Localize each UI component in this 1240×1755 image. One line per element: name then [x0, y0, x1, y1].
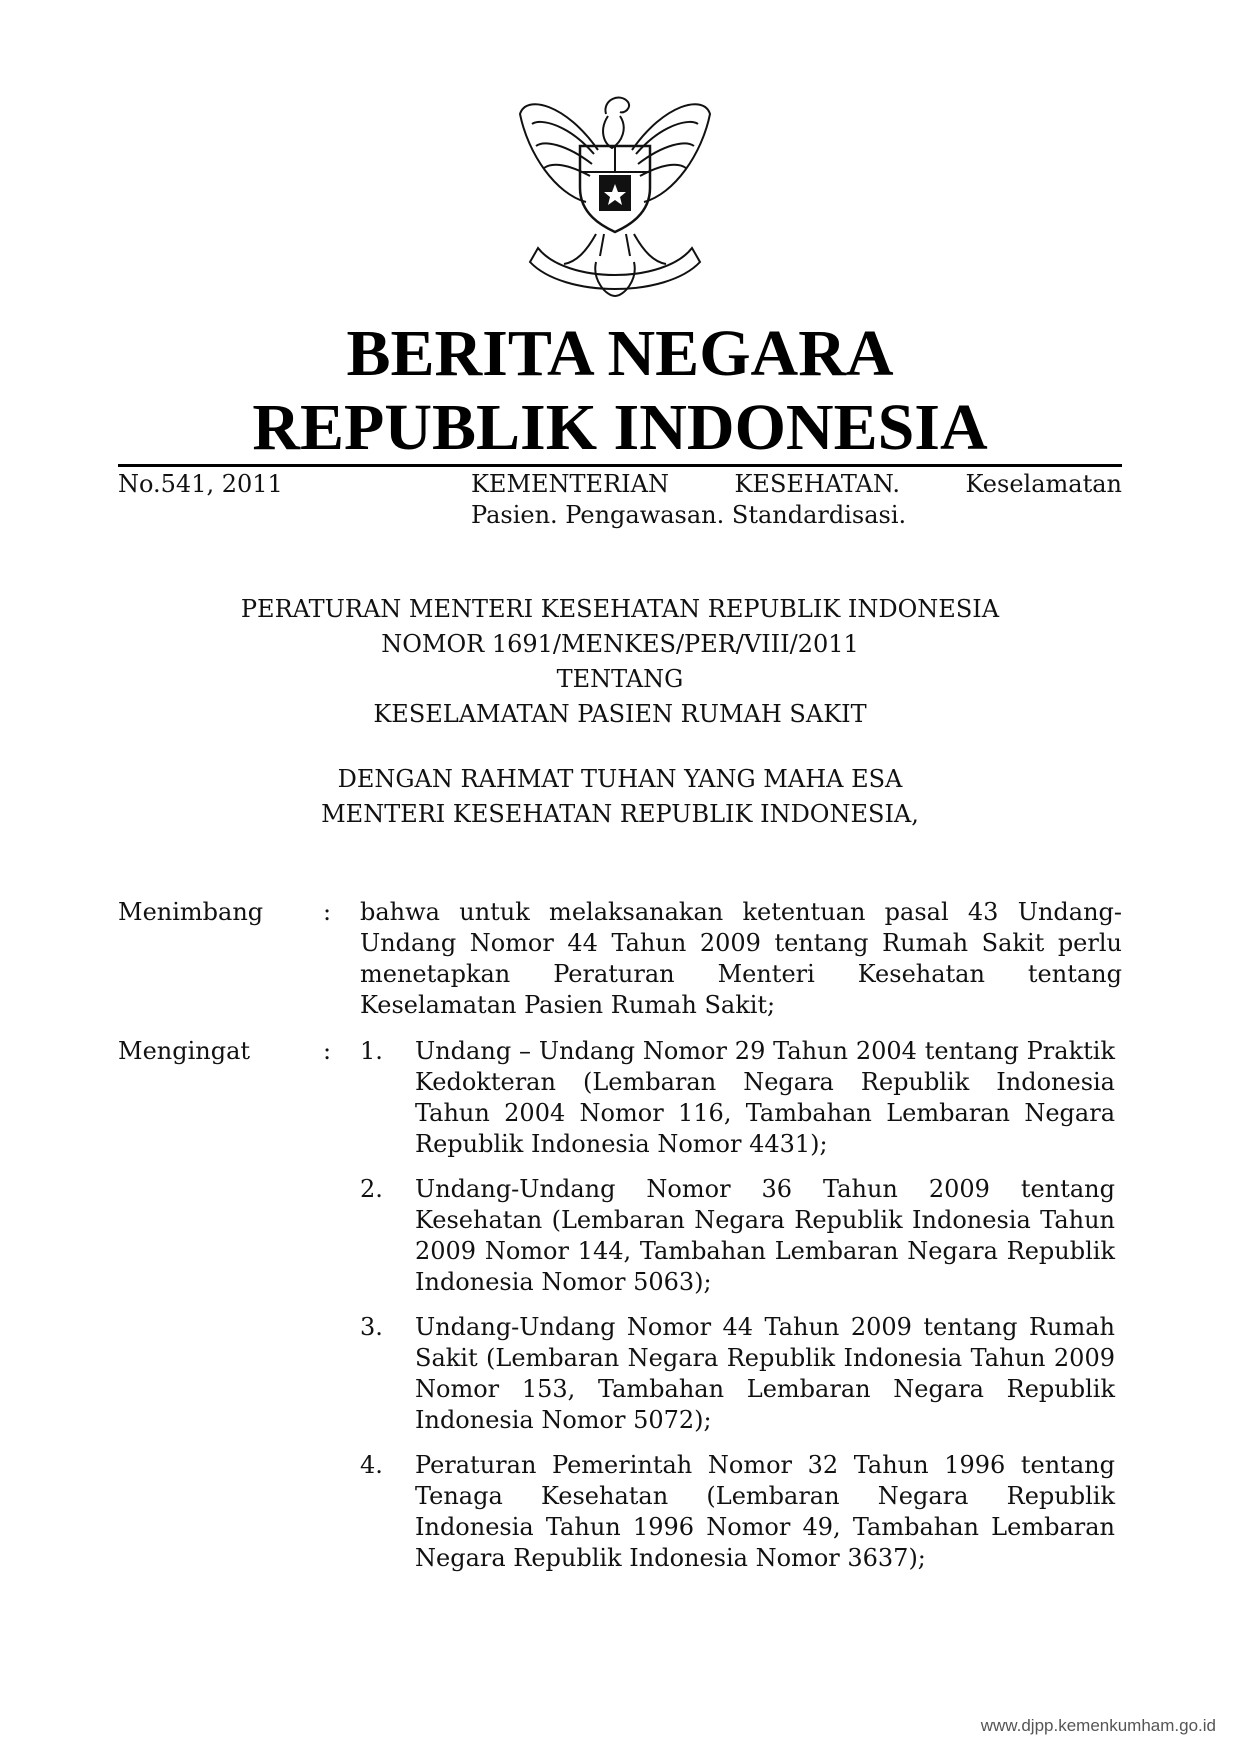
garuda-emblem-icon [516, 84, 714, 298]
regulation-subject: KESELAMATAN PASIEN RUMAH SAKIT [373, 700, 867, 728]
regulation-number: NOMOR 1691/MENKES/PER/VIII/2011 [381, 630, 859, 658]
list-item: Undang-Undang Nomor 44 Tahun 2009 tentang Rumah Sakit (Lembaran Negara Republik Indonesia Tahun 2009 Nomor 153, Tambahan Lembaran Negara Republik Indonesia Nomor 5072); [415, 1313, 1115, 1434]
gazette-subject-line1: KEMENTERIAN KESEHATAN. Keselamatan [471, 470, 1122, 498]
list-item-number: 1. [360, 1037, 383, 1065]
regulation-tentang: TENTANG [556, 665, 684, 693]
gazette-number: No.541, 2011 [118, 470, 283, 498]
masthead-subtitle: REPUBLIK INDONESIA [252, 391, 988, 464]
list-item-number: 4. [360, 1451, 383, 1479]
footer-url: www.djpp.kemenkumham.go.id [980, 1716, 1216, 1735]
preamble [0, 762, 1240, 832]
list-item: Undang-Undang Nomor 36 Tahun 2009 tentang Kesehatan (Lembaran Negara Republik Indonesia Tahun 2009 Nomor 144, Tambahan Lembaran Negara Republik Indonesia Nomor 5063); [415, 1175, 1115, 1296]
list-item: Peraturan Pemerintah Nomor 32 Tahun 1996 tentang Tenaga Kesehatan (Lembaran Negara Republik Indonesia Tahun 1996 Nomor 49, Tambahan Lembaran Negara Republik Indonesia Nomor 3637); [415, 1451, 1115, 1572]
masthead-title: BERITA NEGARA [346, 317, 894, 390]
gazette-subject [471, 469, 1122, 531]
masthead-rule [118, 464, 1122, 467]
regulation-title [0, 592, 1240, 732]
preamble-line1: DENGAN RAHMAT TUHAN YANG MAHA ESA [337, 765, 903, 793]
regulation-title-line1: PERATURAN MENTERI KESEHATAN REPUBLIK INDONESIA [240, 595, 1000, 623]
list-item-number: 3. [360, 1313, 383, 1341]
menimbang-text: bahwa untuk melaksanakan ketentuan pasal 43 Undang-Undang Nomor 44 Tahun 2009 tentang Rumah Sakit perlu menetapkan Peraturan Menteri Kesehatan tentang Keselamatan Pasien Rumah Sakit; [360, 898, 1122, 1019]
preamble-line2: MENTERI KESEHATAN REPUBLIK INDONESIA, [321, 800, 919, 828]
list-item: Undang – Undang Nomor 29 Tahun 2004 tentang Praktik Kedokteran (Lembaran Negara Republik Indonesia Tahun 2004 Nomor 116, Tambahan Lembaran Negara Republik Indonesia Nomor 4431); [415, 1037, 1115, 1158]
menimbang-colon: : [323, 898, 332, 926]
list-item-number: 2. [360, 1175, 383, 1203]
mengingat-label: Mengingat [118, 1037, 251, 1065]
mengingat-colon: : [323, 1037, 332, 1065]
gazette-subject-line2: Pasien. Pengawasan. Standardisasi. [471, 501, 907, 529]
menimbang-label: Menimbang [118, 898, 264, 926]
